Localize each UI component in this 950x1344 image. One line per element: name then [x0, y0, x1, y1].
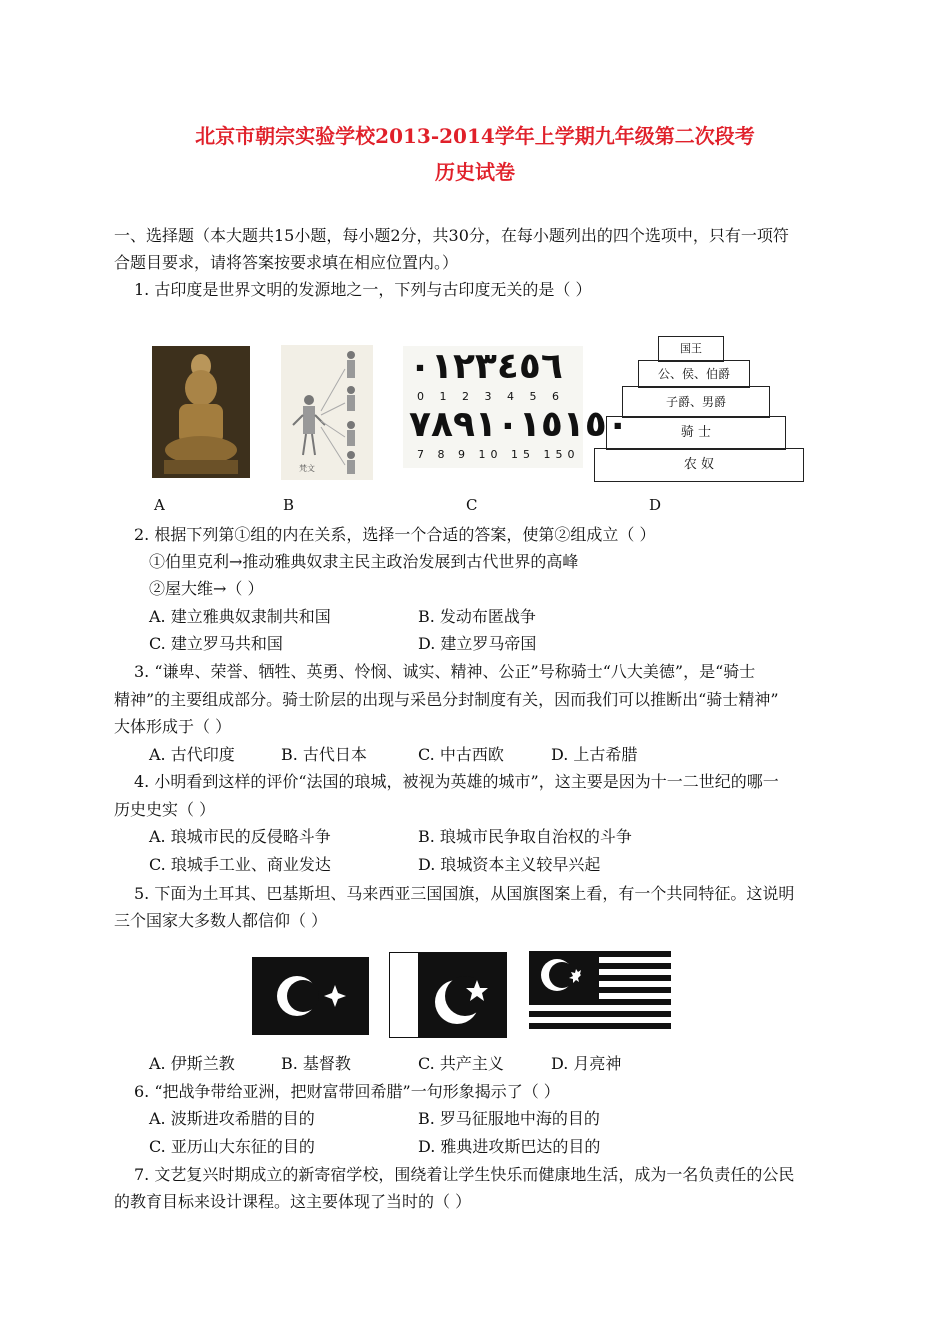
- pyramid-level-2: 公、侯、伯爵: [638, 360, 750, 388]
- q4-option-d[interactable]: D. 琅城资本主义较早兴起: [418, 855, 601, 874]
- q3-option-a[interactable]: A. 古代印度: [149, 745, 235, 764]
- arabic-numerals-image: [403, 346, 629, 468]
- malaysia-flag-image: [529, 951, 671, 1036]
- pyramid-level-3: 子爵、男爵: [622, 386, 770, 418]
- q6-stem: 6. “把战争带给亚洲，把财富带回希腊”一句形象揭示了（ ）: [134, 1082, 560, 1101]
- q3-option-c[interactable]: C. 中古西欧: [418, 745, 504, 764]
- q1-label-b: B: [283, 496, 295, 514]
- q1-label-c: C: [466, 496, 478, 514]
- q3-stem-line1: 3. “谦卑、荣誉、牺牲、英勇、怜悯、诚实、精神、公正”号称骑士“八大美德”，是“骑士: [134, 662, 756, 681]
- q2-stem: 2. 根据下列第①组的内在关系，选择一个合适的答案，使第②组成立（ ）: [134, 525, 656, 544]
- q5-stem-line1: 5. 下面为土耳其、巴基斯坦、马来西亚三国国旗，从国旗图案上看，有一个共同特征。这说明: [134, 884, 795, 903]
- q3-stem-line2: 精神”的主要组成部分。骑士阶层的出现与采邑分封制度有关，因而我们可以推断出“骑士精神”: [114, 690, 779, 709]
- q5-option-b[interactable]: B. 基督教: [281, 1054, 351, 1073]
- pyramid-level-4: 骑 士: [606, 416, 786, 450]
- q4-option-a[interactable]: A. 琅城市民的反侵略斗争: [149, 827, 331, 846]
- q1-b-caption: 梵文: [299, 464, 315, 473]
- q5-stem-line2: 三个国家大多数人都信仰（ ）: [114, 911, 328, 930]
- buddha-statue-image: [152, 346, 250, 478]
- numerals-top: ٠١٢٣٤٥٦: [409, 346, 563, 387]
- section-intro-line2: 合题目要求，请将答案按要求填在相应位置内。）: [114, 253, 459, 272]
- q4-option-b[interactable]: B. 琅城市民争取自治权的斗争: [418, 827, 632, 846]
- feudal-pyramid-diagram: [594, 332, 804, 484]
- q2-line1: ①伯里克利→推动雅典奴隶主民主政治发展到古代世界的高峰: [149, 552, 579, 571]
- numerals-bottom: ٧٨٩١٠١٥١٥٠: [409, 404, 629, 445]
- numerals-bottom-latin: 7 8 9 10 15 150: [417, 448, 580, 461]
- q7-stem-line1: 7. 文艺复兴时期成立的新寄宿学校，围绕着让学生快乐而健康地生活，成为一名负责任的公民: [134, 1165, 795, 1184]
- q6-option-b[interactable]: B. 罗马征服地中海的目的: [418, 1109, 600, 1128]
- pakistan-flag-image: [389, 952, 507, 1038]
- pyramid-level-1: 国王: [658, 336, 724, 362]
- q2-line2: ②屋大维→（ ）: [149, 579, 264, 598]
- turkey-flag-image: [252, 957, 369, 1035]
- q2-option-c[interactable]: C. 建立罗马共和国: [149, 634, 283, 653]
- exam-title: 北京市朝宗实验学校2013-2014学年上学期九年级第二次段考: [195, 124, 755, 148]
- q5-option-a[interactable]: A. 伊斯兰教: [149, 1054, 235, 1073]
- q2-option-d[interactable]: D. 建立罗马帝国: [418, 634, 537, 653]
- q4-stem-line2: 历史史实（ ）: [114, 800, 216, 819]
- q4-stem-line1: 4. 小明看到这样的评价“法国的琅城，被视为英雄的城市”，这主要是因为十一二世纪的哪一: [134, 772, 779, 791]
- q6-option-a[interactable]: A. 波斯进攻希腊的目的: [149, 1109, 315, 1128]
- q1-label-a: A: [154, 496, 165, 514]
- q6-option-c[interactable]: C. 亚历山大东征的目的: [149, 1137, 315, 1156]
- q3-stem-line3: 大体形成于（ ）: [114, 717, 232, 736]
- q1-label-d: D: [649, 496, 662, 514]
- q2-option-b[interactable]: B. 发动布匿战争: [418, 607, 536, 626]
- q3-option-d[interactable]: D. 上古希腊: [551, 745, 638, 764]
- q5-option-d[interactable]: D. 月亮神: [551, 1054, 622, 1073]
- caste-figures-image: [281, 345, 373, 480]
- exam-subtitle: 历史试卷: [435, 160, 515, 184]
- q3-option-b[interactable]: B. 古代日本: [281, 745, 367, 764]
- section-intro-line1: 一、选择题（本大题共15小题，每小题2分，共30分，在每小题列出的四个选项中，只有一项符: [114, 226, 789, 245]
- pyramid-level-5: 农 奴: [594, 448, 804, 482]
- q7-stem-line2: 的教育目标来设计课程。这主要体现了当时的（ ）: [114, 1192, 472, 1211]
- q2-option-a[interactable]: A. 建立雅典奴隶制共和国: [149, 607, 331, 626]
- numerals-top-latin: 0 1 2 3 4 5 6: [417, 390, 565, 403]
- q5-option-c[interactable]: C. 共产主义: [418, 1054, 504, 1073]
- q1-stem: 1. 古印度是世界文明的发源地之一，下列与古印度无关的是（ ）: [134, 280, 592, 299]
- q6-option-d[interactable]: D. 雅典进攻斯巴达的目的: [418, 1137, 601, 1156]
- q4-option-c[interactable]: C. 琅城手工业、商业发达: [149, 855, 331, 874]
